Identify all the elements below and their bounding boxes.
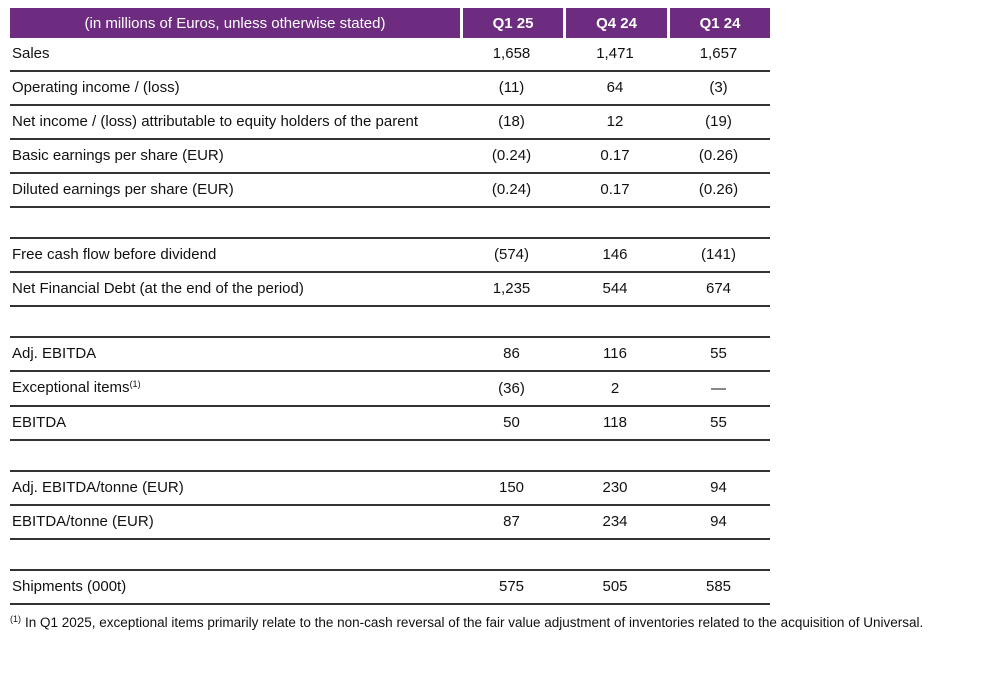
row-label: EBITDA/tonne (EUR) [12,513,154,530]
table-spacer-row [10,540,770,569]
row-label: Basic earnings per share (EUR) [12,147,224,164]
row-value: 87 [503,513,520,530]
table-spacer-row [10,208,770,237]
row-value: (36) [498,379,525,397]
table-row [10,72,770,106]
table-spacer-row [10,307,770,336]
row-label: EBITDA [12,414,67,431]
row-value: (11) [498,79,525,96]
table-row [10,174,770,208]
row-label: Sales [12,45,50,62]
row-value: 94 [710,513,727,530]
row-value: 118 [603,414,627,431]
row-value: 1,471 [596,45,634,62]
row-value: (141) [700,246,737,263]
row-label: Shipments (000t) [12,578,127,595]
header-units-label: (in millions of Euros, unless otherwise stated) [10,8,460,38]
header-col-q4-24: Q4 24 [563,8,667,38]
row-label: Net income / (loss) attributable to equity holders of the parent [12,113,419,130]
row-value: (0.26) [698,181,739,198]
row-value: 150 [498,479,525,496]
row-value: (0.24) [491,181,532,198]
row-value: 64 [606,79,624,96]
row-value: (18) [498,113,525,130]
row-value: 230 [602,479,628,496]
row-value: 2 [610,379,620,397]
row-label: Diluted earnings per share (EUR) [12,181,234,198]
table-spacer-row [10,441,770,470]
footnote-text: In Q1 2025, exceptional items primarily relate to the non-cash reversal of the fair value adjustment of inventories related to the acquisition of Universal. [25,615,924,630]
row-label: Net Financial Debt (at the end of the period) [12,280,304,297]
row-value: 146 [602,246,628,263]
row-value: 674 [705,280,732,297]
row-value: 1,235 [492,280,531,297]
row-value: (0.26) [698,147,739,164]
table-row [10,237,770,273]
table-row [10,140,770,174]
row-value: 575 [498,578,525,595]
row-value: (574) [493,246,530,263]
row-value: 55 [710,414,727,431]
table-row [10,470,770,506]
row-label: Adj. EBITDA [12,345,97,362]
table-header-row [10,8,770,38]
row-value: — [711,379,726,397]
row-value: 544 [602,280,628,297]
row-value: 55 [710,345,727,362]
table-row [10,407,770,441]
row-value: (3) [709,79,728,96]
table-row [10,372,770,407]
row-value: 116 [603,345,627,362]
row-value: 1,657 [699,45,738,62]
row-value: (19) [705,113,732,130]
row-value: 505 [602,578,628,595]
row-value: 0.17 [600,147,630,164]
table-row [10,38,770,72]
row-label: Exceptional items$^{(1)}$ [12,379,141,396]
row-value: 50 [503,414,520,431]
table-row [10,106,770,140]
table-body [10,38,770,605]
footnote [10,612,992,635]
row-value: 1,658 [492,45,531,62]
row-label: Adj. EBITDA/tonne (EUR) [12,479,184,496]
row-value: (0.24) [491,147,532,164]
row-value: 0.17 [600,181,630,198]
row-label: Free cash flow before dividend [12,246,217,263]
table-row [10,506,770,540]
table-row [10,273,770,307]
row-label: Operating income / (loss) [12,79,180,96]
row-value: 234 [602,513,628,530]
row-value: 12 [606,113,624,130]
row-value: 585 [705,578,732,595]
row-value: 94 [710,479,727,496]
header-col-q1-24: Q1 24 [667,8,770,38]
table-row [10,569,770,605]
header-col-q1-25: Q1 25 [460,8,563,38]
row-label-superscript: (1) [129,379,141,389]
row-value: 86 [503,345,520,362]
table-row [10,336,770,372]
financial-table [10,8,770,605]
footnote-marker: (1) [10,614,21,624]
